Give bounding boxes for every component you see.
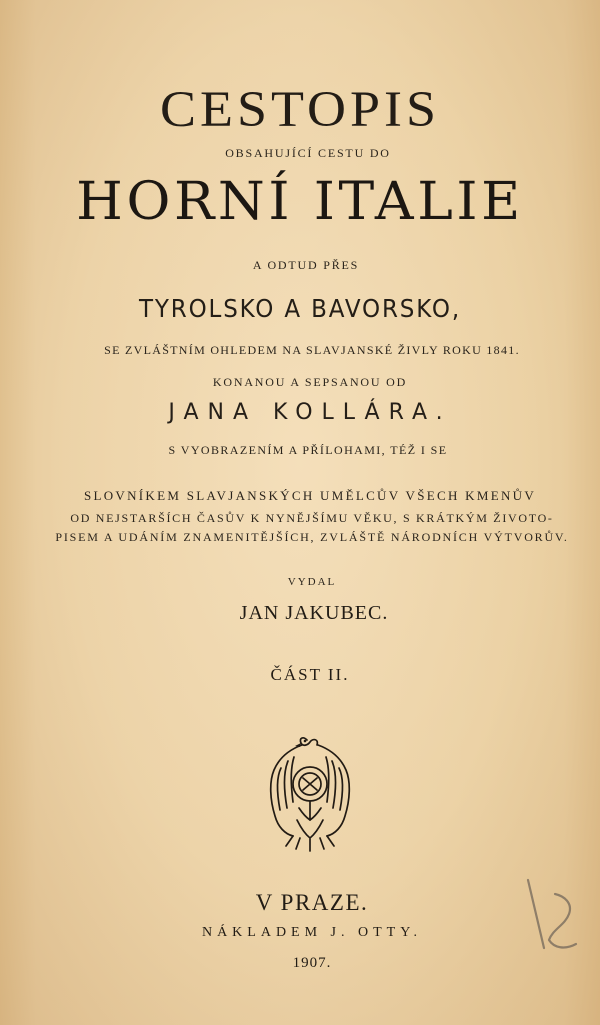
eagle-emblem-icon	[255, 728, 365, 853]
subtitle-line-1: OBSAHUJÍCÍ CESTU DO	[225, 146, 391, 160]
description-line-2: OD NEJSTARŠÍCH ČASŮV K NYNĚJŠÍMU VĚKU, S KRÁTKÝM ŽIVOTO-	[70, 511, 554, 525]
regions-title: TYROLSKO A BAVORSKO,	[139, 294, 461, 323]
pencil-mark-icon	[520, 876, 590, 956]
subtitle-line-3: SE ZVLÁŠTNÍM OHLEDEM NA SLAVJANSKÉ ŽIVLY ROKU 1841.	[104, 343, 520, 357]
publication-year: 1907.	[292, 955, 332, 971]
author-name: JANA KOLLÁRA.	[168, 400, 452, 425]
publication-city: V PRAZE.	[255, 890, 369, 915]
editor-name: JAN JAKUBEC.	[239, 602, 389, 624]
publisher-line: NÁKLADEM J. OTTY.	[201, 925, 423, 940]
description-line-1: SLOVNÍKEM SLAVJANSKÝCH UMĚLCŮV VŠECH KMENŮV	[83, 488, 537, 503]
subtitle-line-5: S VYOBRAZENÍM A PŘÍLOHAMI, TÉŽ I SE	[168, 443, 448, 457]
part-label: ČÁST II.	[270, 665, 350, 684]
description-line-3: PISEM A UDÁNÍM ZNAMENITĚJŠÍCH, ZVLÁŠTĚ NÁRODNÍCH VÝTVORŮV.	[55, 530, 569, 544]
subtitle-line-2: A ODTUD PŘES	[252, 258, 360, 272]
main-title: HORNÍ ITALIE	[76, 172, 524, 232]
subtitle-line-4: KONANOU A SEPSANOU OD	[212, 375, 408, 389]
edited-by-label: VYDAL	[287, 576, 337, 588]
book-title: CESTOPIS	[159, 80, 441, 138]
